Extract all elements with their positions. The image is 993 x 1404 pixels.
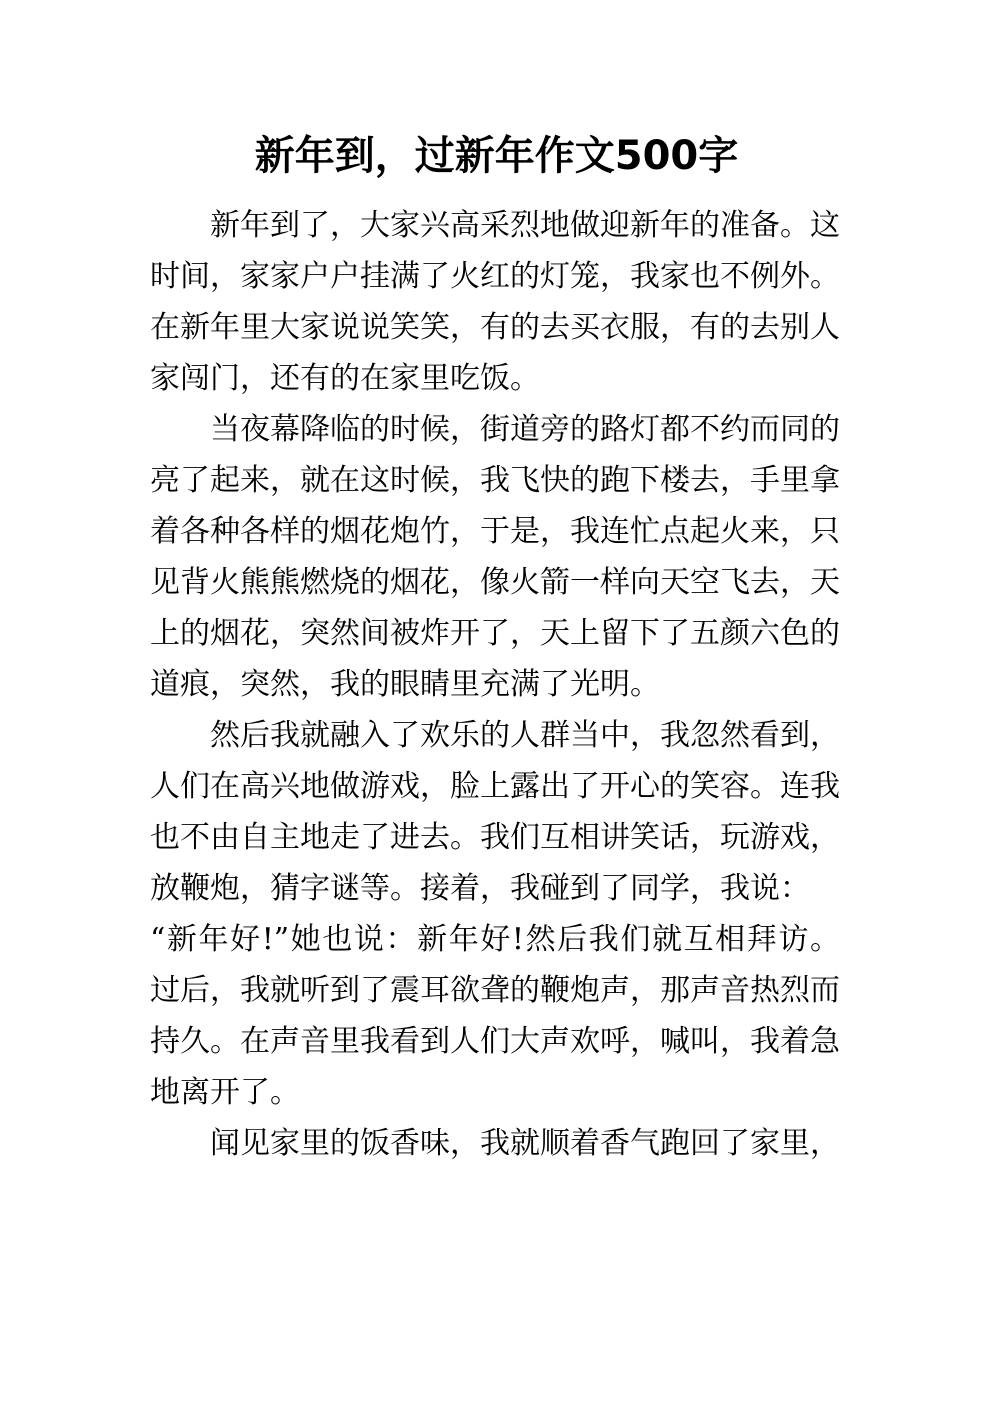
paragraph-line: 也不由自主地走了进去。我们互相讲笑话，玩游戏， (150, 820, 840, 855)
paragraph-line: 在新年里大家说说笑笑，有的去买衣服，有的去别人 (150, 310, 840, 345)
paragraph-line: 当夜幕降临的时候，街道旁的路灯都不约而同的 (210, 412, 840, 447)
paragraph-line: 家闯门，还有的在家里吃饭。 (150, 361, 540, 396)
paragraph-line: 持久。在声音里我看到人们大声欢呼，喊叫，我着急 (150, 1024, 840, 1059)
document-body (150, 200, 840, 1169)
paragraph-line: 过后，我就听到了震耳欲聋的鞭炮声，那声音热烈而 (150, 973, 840, 1008)
paragraph-3 (150, 710, 840, 1118)
paragraph-line: 放鞭炮，猜字谜等。接着，我碰到了同学，我说： (150, 871, 810, 906)
paragraph-4 (150, 1118, 840, 1169)
paragraph-line: 时间，家家户户挂满了火红的灯笼，我家也不例外。 (150, 259, 840, 294)
paragraph-line: “新年好!”她也说：新年好!然后我们就互相拜访。 (150, 922, 840, 957)
paragraph-1 (150, 200, 840, 404)
paragraph-line: 见背火熊熊燃烧的烟花，像火箭一样向天空飞去，天 (150, 565, 840, 600)
paragraph-line: 新年到了，大家兴高采烈地做迎新年的准备。这 (210, 208, 840, 243)
paragraph-line: 道痕，突然，我的眼睛里充满了光明。 (150, 667, 660, 702)
paragraph-2 (150, 404, 840, 710)
paragraph-line: 上的烟花，突然间被炸开了，天上留下了五颜六色的 (150, 616, 840, 651)
paragraph-line: 闻见家里的饭香味，我就顺着香气跑回了家里， (210, 1126, 840, 1161)
paragraph-line: 亮了起来，就在这时候，我飞快的跑下楼去，手里拿 (150, 463, 840, 498)
paragraph-line: 地离开了。 (150, 1075, 300, 1110)
paragraph-line: 着各种各样的烟花炮竹，于是，我连忙点起火来，只 (150, 514, 840, 549)
paragraph-line: 然后我就融入了欢乐的人群当中，我忽然看到， (210, 718, 840, 753)
paragraph-line: 人们在高兴地做游戏，脸上露出了开心的笑容。连我 (150, 769, 840, 804)
document-title: 新年到，过新年作文500字 (254, 133, 739, 179)
